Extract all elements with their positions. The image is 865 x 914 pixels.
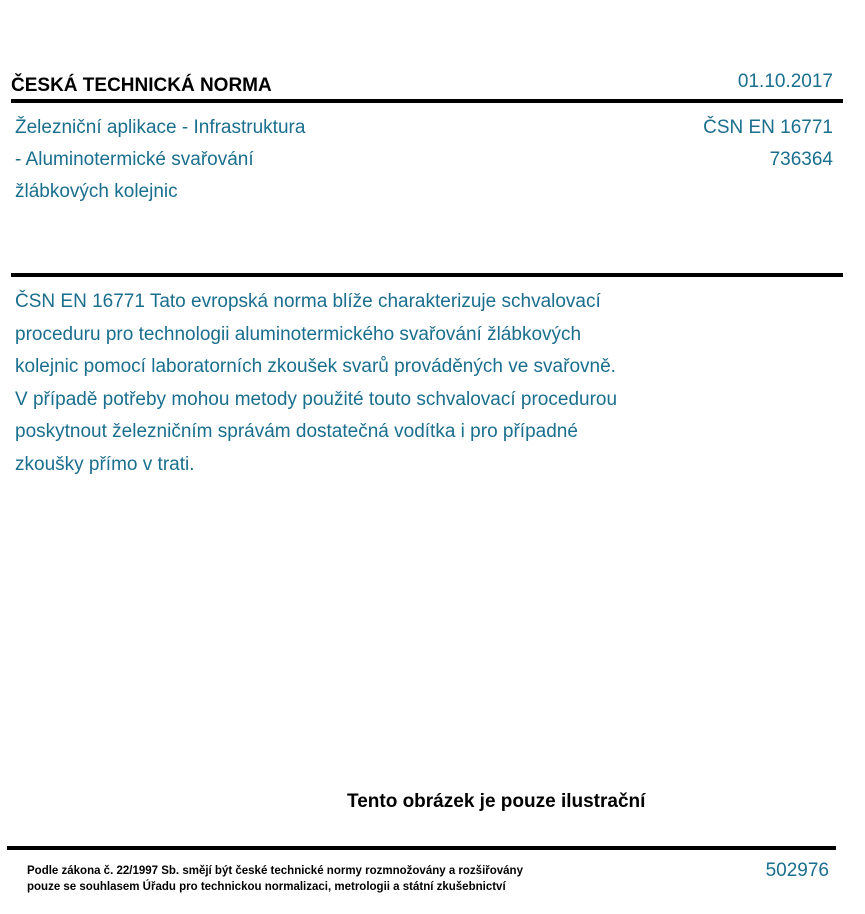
subject-line: - Aluminotermické svařování — [15, 149, 254, 170]
document-type-title: ČESKÁ TECHNICKÁ NORMA — [11, 75, 272, 96]
header-divider — [11, 99, 843, 103]
classification-code: 736364 — [769, 149, 833, 170]
standard-code: ČSN EN 16771 — [703, 117, 833, 138]
annotation-text — [15, 286, 735, 481]
annotation-line: zkoušky přímo v trati. — [15, 453, 195, 475]
legal-notice-line: pouze se souhlasem Úřadu pro technickou normalizaci, metrologii a státní zkušebnictví — [27, 881, 506, 893]
subject-line: Železniční aplikace - Infrastruktura — [15, 117, 306, 138]
document-number: 502976 — [765, 860, 829, 881]
annotation-line: kolejnic pomocí laboratorních zkoušek svarů prováděných ve svařovně. — [15, 356, 616, 377]
publication-date: 01.10.2017 — [737, 71, 833, 92]
section-divider — [11, 273, 843, 277]
legal-notice-line: Podle zákona č. 22/1997 Sb. smějí být české technické normy rozmnožovány a rozšiřovány — [27, 865, 523, 877]
standard-codes — [703, 112, 833, 176]
footer-divider — [7, 846, 836, 850]
subject-line: žlábkových kolejnic — [15, 181, 178, 202]
illustration-note: Tento obrázek je pouze ilustrační — [347, 791, 646, 812]
annotation-line: ČSN EN 16771 Tato evropská norma blíže charakterizuje schvalovací — [15, 291, 601, 312]
standard-subject — [15, 112, 305, 208]
annotation-line: V případě potřeby mohou metody použité touto schvalovací procedurou — [15, 388, 618, 410]
annotation-line: proceduru pro technologii aluminotermického svařování žlábkových — [15, 323, 582, 345]
legal-notice — [27, 863, 523, 895]
annotation-line: poskytnout železničním správám dostatečná vodítka i pro případné — [15, 421, 578, 442]
